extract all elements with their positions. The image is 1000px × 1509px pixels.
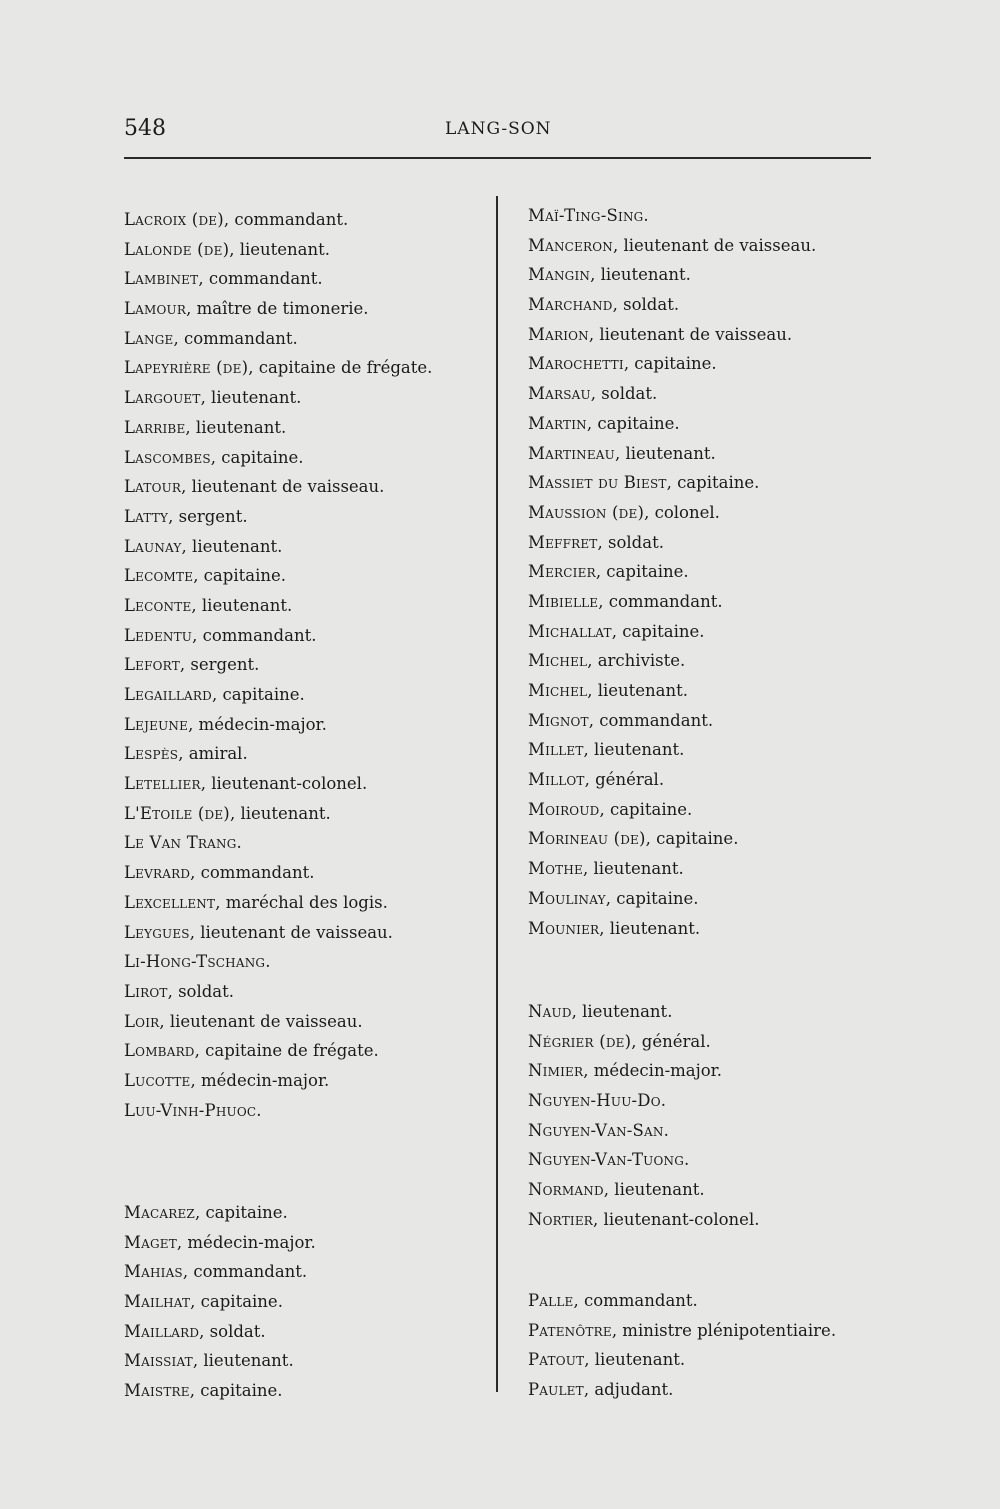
- index-entry: Larribe, lieutenant.: [124, 417, 287, 437]
- index-entry: Lascombes, capitaine.: [124, 447, 304, 467]
- index-entry: Marochetti, capitaine.: [528, 354, 717, 374]
- index-entry: Maussion (de), colonel.: [528, 502, 720, 522]
- index-entry: Patout, lieutenant.: [528, 1350, 686, 1370]
- index-entry: Nortier, lieutenant-colonel.: [528, 1209, 760, 1229]
- index-entry: Lapeyrière (de), capitaine de frégate.: [124, 358, 433, 378]
- index-entry: Macarez, capitaine.: [124, 1203, 288, 1222]
- index-entry: Millot, général.: [528, 770, 665, 790]
- index-entry: Ledentu, commandant.: [124, 625, 317, 645]
- index-entry: Lirot, soldat.: [124, 981, 235, 1001]
- index-entry: Meffret, soldat.: [528, 532, 664, 552]
- right-column-p-entries: [528, 1286, 868, 1405]
- index-entry: Nguyen-Van-San.: [528, 1120, 670, 1140]
- index-entry: Mignot, commandant.: [528, 710, 714, 730]
- index-entry: Lambinet, commandant.: [124, 269, 323, 289]
- index-entry: Nimier, médecin-major.: [528, 1061, 723, 1081]
- index-entry: Manceron, lieutenant de vaisseau.: [528, 235, 817, 255]
- index-entry: Loir, lieutenant de vaisseau.: [124, 1011, 363, 1031]
- index-entry: Martin, capitaine.: [528, 413, 680, 433]
- index-entry: Michel, lieutenant.: [528, 681, 689, 700]
- index-entry: Michel, archiviste.: [528, 651, 686, 671]
- index-entry: Moiroud, capitaine.: [528, 799, 693, 819]
- index-entry: Maï-Ting-Sing.: [528, 206, 649, 225]
- index-entry: Nguyen-Huu-Do.: [528, 1091, 667, 1111]
- index-entry: Leygues, lieutenant de vaisseau.: [124, 922, 393, 942]
- left-column-l-entries: [124, 205, 492, 1125]
- index-entry: Maget, médecin-major.: [124, 1232, 316, 1252]
- right-column-m-entries: [528, 201, 868, 943]
- index-entry: Morineau (de), capitaine.: [528, 829, 739, 849]
- index-entry: Marsau, soldat.: [528, 384, 658, 404]
- index-entry: Luu-Vinh-Phuoc.: [124, 1100, 262, 1120]
- index-entry: Mailhat, capitaine.: [124, 1292, 283, 1312]
- index-entry: Palle, commandant.: [528, 1291, 698, 1310]
- header-rule: [124, 157, 871, 159]
- index-entry: Lexcellent, maréchal des logis.: [124, 892, 388, 912]
- index-entry: Lespès, amiral.: [124, 744, 248, 764]
- index-entry: Paulet, adjudant.: [528, 1380, 674, 1400]
- index-entry: Marion, lieutenant de vaisseau.: [528, 324, 793, 344]
- index-entry: Patenôtre, ministre plénipotentiaire.: [528, 1320, 837, 1340]
- index-entry: Millet, lieutenant.: [528, 740, 685, 760]
- column-divider: [496, 196, 498, 1392]
- right-column-n-entries: [528, 997, 868, 1235]
- index-entry: Letellier, lieutenant-colonel.: [124, 774, 368, 794]
- index-entry: Lecomte, capitaine.: [124, 566, 286, 586]
- index-entry: Lange, commandant.: [124, 328, 298, 348]
- index-entry: Largouet, lieutenant.: [124, 388, 302, 408]
- index-entry: Lucotte, médecin-major.: [124, 1070, 330, 1090]
- index-entry: Lalonde (de), lieutenant.: [124, 239, 331, 259]
- index-entry: Lefort, sergent.: [124, 655, 260, 675]
- index-entry: Normand, lieutenant.: [528, 1180, 705, 1200]
- index-entry: Maistre, capitaine.: [124, 1381, 283, 1401]
- index-entry: Lacroix (de), commandant.: [124, 210, 349, 229]
- index-entry: Levrard, commandant.: [124, 863, 315, 883]
- index-entry: Négrier (de), général.: [528, 1031, 711, 1051]
- index-entry: Mahias, commandant.: [124, 1262, 308, 1282]
- index-entry: Latty, sergent.: [124, 506, 248, 526]
- index-entry: Maillard, soldat.: [124, 1321, 266, 1341]
- index-entry: Lombard, capitaine de frégate.: [124, 1041, 379, 1061]
- index-entry: Nguyen-Van-Tuong.: [528, 1150, 690, 1170]
- index-entry: Martineau, lieutenant.: [528, 443, 716, 463]
- index-entry: Michallat, capitaine.: [528, 621, 705, 641]
- index-entry: Mounier, lieutenant.: [528, 918, 701, 938]
- index-entry: Li-Hong-Tschang.: [124, 952, 271, 972]
- index-entry: Maissiat, lieutenant.: [124, 1351, 294, 1371]
- index-entry: Mothe, lieutenant.: [528, 859, 684, 879]
- index-entry: Latour, lieutenant de vaisseau.: [124, 477, 385, 497]
- index-entry: Lamour, maître de timonerie.: [124, 299, 369, 319]
- index-entry: Lejeune, médecin-major.: [124, 714, 327, 734]
- index-entry: Moulinay, capitaine.: [528, 888, 699, 908]
- index-entry: L'Etoile (de), lieutenant.: [124, 803, 331, 823]
- index-entry: Mangin, lieutenant.: [528, 265, 691, 285]
- index-entry: Leconte, lieutenant.: [124, 595, 293, 615]
- index-entry: Marchand, soldat.: [528, 295, 680, 315]
- page-number: 548: [124, 116, 166, 141]
- index-entry: Naud, lieutenant.: [528, 1002, 673, 1021]
- index-entry: Legaillard, capitaine.: [124, 685, 305, 704]
- index-entry: Mibielle, commandant.: [528, 591, 723, 611]
- index-entry: Massiet du Biest, capitaine.: [528, 473, 760, 493]
- index-entry: Launay, lieutenant.: [124, 536, 283, 556]
- index-entry: Le Van Trang.: [124, 833, 242, 853]
- running-head: LANG-SON: [445, 119, 552, 139]
- left-column-m-entries: [124, 1198, 492, 1406]
- index-entry: Mercier, capitaine.: [528, 562, 689, 582]
